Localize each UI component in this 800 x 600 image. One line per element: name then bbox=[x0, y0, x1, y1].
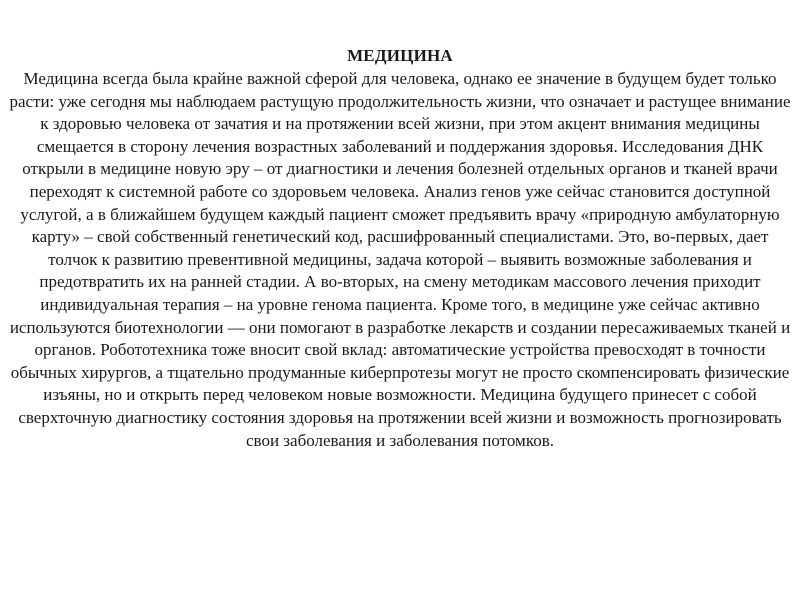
document-paragraph: Медицина всегда была крайне важной сферой для человека, однако ее значение в будущем будет только расти: уже сегодня мы наблюдаем растущую продолжительность жизни, что означает и растущее внимание к здоровью человека от зачатия и на протяжении всей жизни, при этом акцент внимания медицины смещается в сторону лечения возрастных заболеваний и поддержания здоровья. Исследования ДНК открыли в медицине новую эру – от диагностики и лечения болезней отдельных органов и тканей врачи переходят к системной работе со здоровьем человека. Анализ генов уже сейчас становится доступной услугой, а в ближайшем будущем каждый пациент сможет предъявить врачу «природную амбулаторную карту» – свой собственный генетический код, расшифрованный специалистами. Это, во-первых, дает толчок к развитию превентивной медицины, задача которой – выявить возможные заболевания и предотвратить их на ранней стадии. А во-вторых, на смену методикам массового лечения приходит индивидуальная терапия – на уровне генома пациента. Кроме того, в медицине уже сейчас активно используются биотехнологии — они помогают в разработке лекарств и создании пересаживаемых тканей и органов. Робототехника тоже вносит свой вклад: автоматические устройства превосходят в точности обычных хирургов, а тщательно продуманные киберпротезы могут не просто скомпенсировать физические изъяны, но и открыть перед человеком новые возможности. Медицина будущего принесет с собой сверхточную диагностику состояния здоровья на протяжении всей жизни и возможность прогнозировать свои заболевания и заболевания потомков. bbox=[9, 69, 791, 450]
document-title: МЕДИЦИНА bbox=[347, 46, 453, 65]
